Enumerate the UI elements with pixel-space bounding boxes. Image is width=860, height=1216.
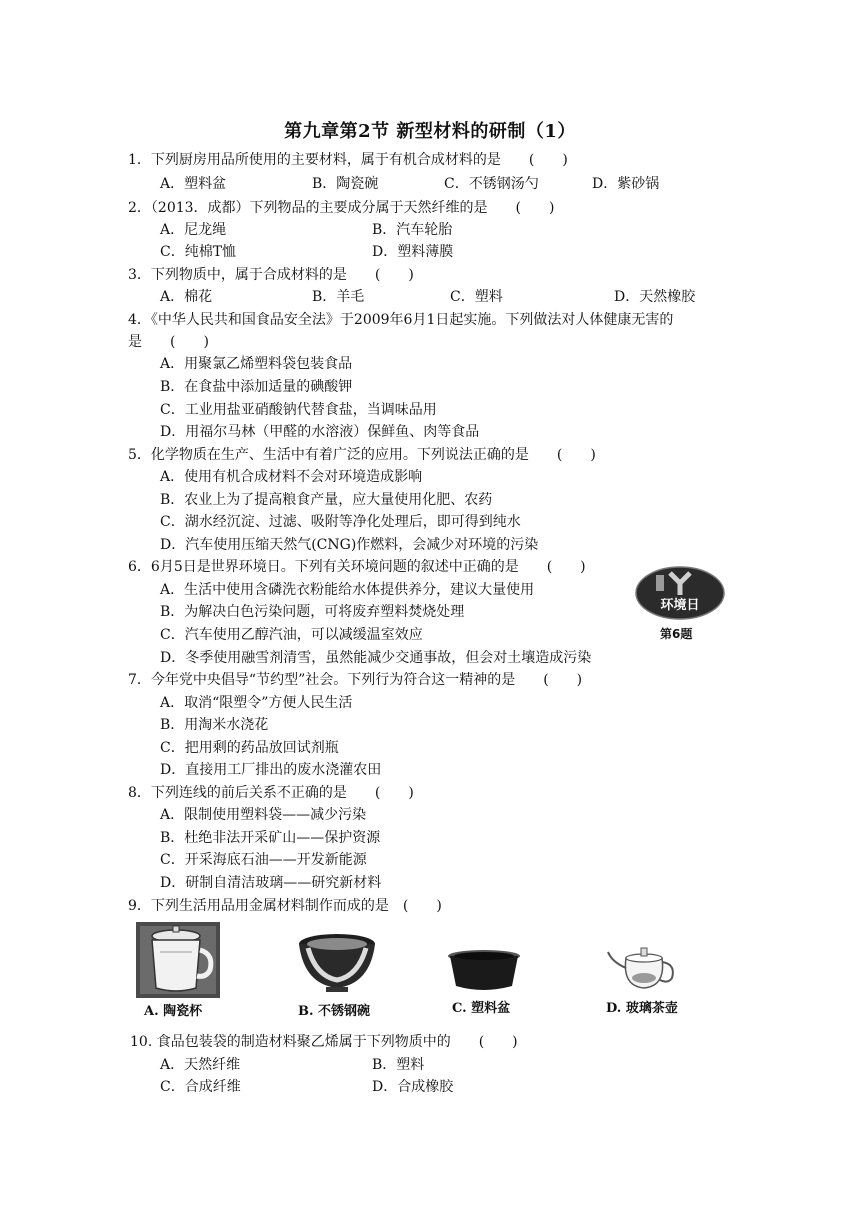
question-5-option-d: D．汽车使用压缩天然气(CNG)作燃料，会减少对环境的污染 <box>160 537 539 553</box>
question-8-option-a: A．限制使用塑料袋——减少污染 <box>160 807 367 823</box>
question-5-stem: 5．化学物质在生产、生活中有着广泛的应用。下列说法正确的是 ( ) <box>128 447 596 463</box>
question-8-option-c: C．开采海底石油——开发新能源 <box>160 852 367 868</box>
question-10-option-c: C．合成纤维 <box>160 1079 241 1095</box>
question-1-option-d: D．紫砂锅 <box>592 176 660 192</box>
question-3-option-d: D．天然橡胶 <box>614 289 696 305</box>
question-7-option-c: C．把用剩的药品放回试剂瓶 <box>160 740 339 756</box>
question-6-stem: 6．6月5日是世界环境日。下列有关环境问题的叙述中正确的是 ( ) <box>128 559 586 575</box>
question-2-option-c: C．纯棉T恤 <box>160 244 237 260</box>
picture-c-caption: C. 塑料盆 <box>452 1001 511 1016</box>
question-8-option-b: B．杜绝非法开采矿山——保护资源 <box>160 830 381 846</box>
question-2-option-a: A．尼龙绳 <box>160 222 227 238</box>
question-6-option-b: B．为解决白色污染问题，可将废弃塑料焚烧处理 <box>160 604 465 620</box>
question-4-option-a: A．用聚氯乙烯塑料袋包装食品 <box>160 356 353 372</box>
page-title: 第九章第2节 新型材料的研制（1） <box>284 121 576 142</box>
question-6-option-a: A．生活中使用含磷洗衣粉能给水体提供养分，建议大量使用 <box>160 582 535 598</box>
question-3-option-a: A．棉花 <box>160 289 213 305</box>
figure-6-caption: 第6题 <box>660 627 693 641</box>
question-5-option-b: B．农业上为了提高粮食产量，应大量使用化肥、农药 <box>160 492 493 508</box>
glass-teapot-icon <box>604 938 684 994</box>
picture-a-caption: A. 陶瓷杯 <box>144 1004 203 1019</box>
picture-b-caption: B. 不锈钢碗 <box>298 1004 371 1019</box>
question-2-stem: 2．（2013．成都）下列物品的主要成分属于天然纤维的是 ( ) <box>128 200 555 216</box>
picture-d-caption: D. 玻璃茶壶 <box>606 1001 678 1016</box>
question-2-option-d: D．塑料薄膜 <box>372 244 454 260</box>
question-8-option-d: D．研制自清洁玻璃——研究新材料 <box>160 875 382 891</box>
environment-day-figure <box>634 565 726 643</box>
environment-day-logo-text: 环境日 <box>660 598 700 613</box>
question-9-stem: 9．下列生活用品用金属材料制作而成的是 ( ) <box>128 898 442 914</box>
question-7-stem: 7．今年党中央倡导“节约型”社会。下列行为符合这一精神的是 ( ) <box>128 672 583 688</box>
question-3-option-b: B．羊毛 <box>312 289 365 305</box>
question-6-option-d: D．冬季使用融雪剂清雪，虽然能减少交通事故，但会对土壤造成污染 <box>160 650 592 666</box>
question-8-stem: 8．下列连线的前后关系不正确的是 ( ) <box>128 785 414 801</box>
question-1-stem: 1．下列厨房用品所使用的主要材料，属于有机合成材料的是 ( ) <box>128 152 568 168</box>
question-2-option-b: B．汽车轮胎 <box>372 222 453 238</box>
question-10-option-a: A．天然纤维 <box>160 1057 241 1073</box>
question-10-option-d: D．合成橡胶 <box>372 1079 454 1095</box>
question-6-option-c: C．汽车使用乙醇汽油，可以减缓温室效应 <box>160 627 423 643</box>
question-5-option-c: C．湖水经沉淀、过滤、吸附等净化处理后，即可得到纯水 <box>160 514 521 530</box>
ceramic-cup-icon <box>136 922 220 998</box>
question-1-option-b: B．陶瓷碗 <box>312 176 379 192</box>
question-10-stem: 10. 食品包装袋的制造材料聚乙烯属于下列物质中的 ( ) <box>130 1034 518 1050</box>
question-3-stem: 3．下列物质中，属于合成材料的是 ( ) <box>128 267 414 283</box>
question-1-option-c: C．不锈钢汤勺 <box>444 176 539 192</box>
question-7-option-d: D．直接用工厂排出的废水浇灌农田 <box>160 762 382 778</box>
question-4-option-b: B．在食盐中添加适量的碘酸钾 <box>160 379 353 395</box>
question-4-option-d: D．用福尔马林（甲醛的水溶液）保鲜鱼、肉等食品 <box>160 424 480 440</box>
question-7-option-b: B．用淘米水浇花 <box>160 717 269 733</box>
question-1-option-a: A．塑料盆 <box>160 176 227 192</box>
steel-bowl-icon <box>296 932 378 994</box>
question-4-stem: 4．《中华人民共和国食品安全法》于2009年6月1日起实施。下列做法对人体健康无害的 <box>128 312 674 328</box>
question-5-option-a: A．使用有机合成材料不会对环境造成影响 <box>160 469 423 485</box>
plastic-basin-icon <box>446 948 522 994</box>
question-4-stem-continued: 是 ( ) <box>128 334 209 350</box>
question-3-option-c: C．塑料 <box>450 289 503 305</box>
question-4-option-c: C．工业用盐亚硝酸钠代替食盐，当调味品用 <box>160 402 437 418</box>
question-10-option-b: B．塑料 <box>372 1057 425 1073</box>
question-7-option-a: A．取消“限塑令”方便人民生活 <box>160 695 353 711</box>
